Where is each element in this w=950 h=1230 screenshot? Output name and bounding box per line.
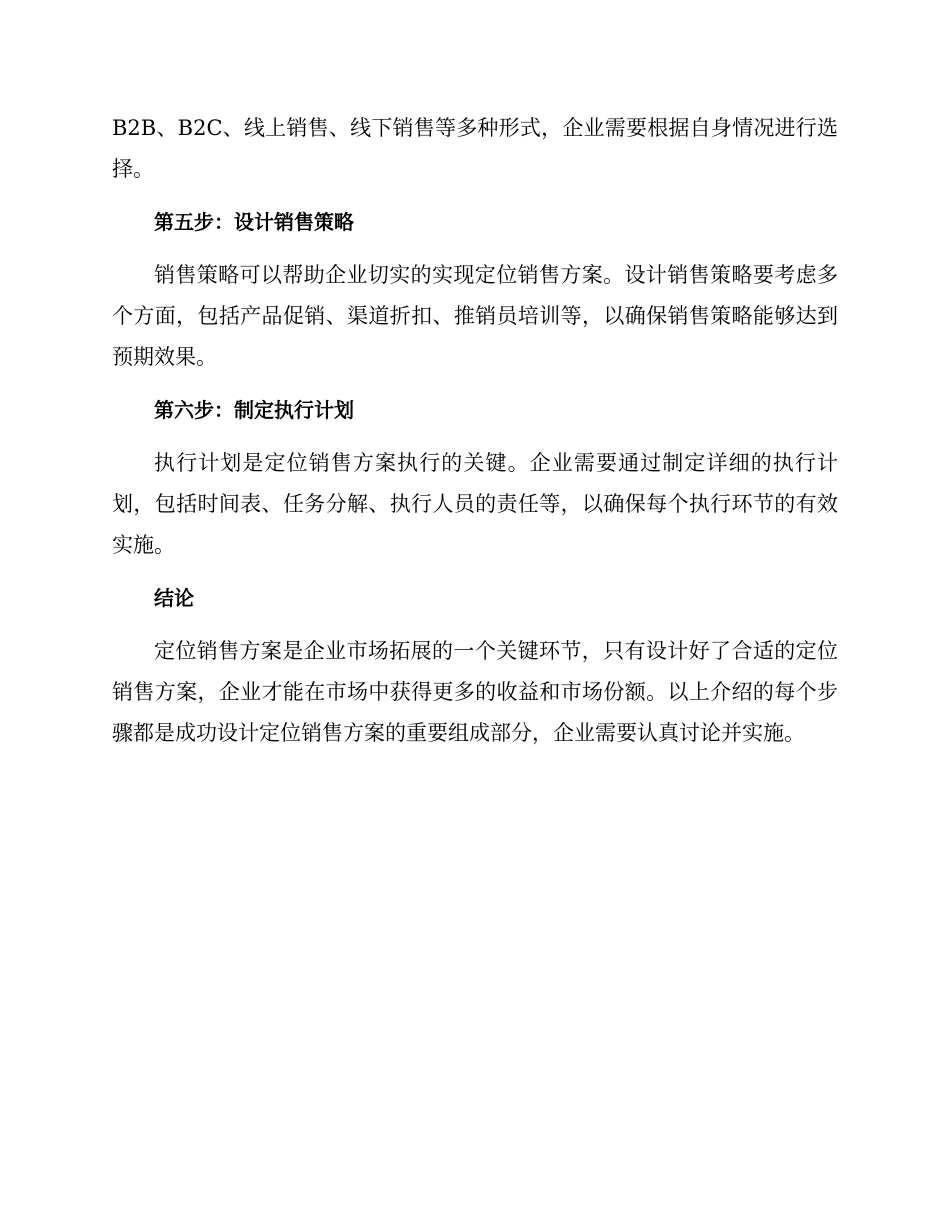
- section-body-conclusion: 定位销售方案是企业市场拓展的一个关键环节，只有设计好了合适的定位销售方案，企业才能在市场中获得更多的收益和市场份额。以上介绍的每个步骤都是成功设计定位销售方案的重要组成部分，企业需要认真讨论并实施。: [112, 639, 838, 745]
- spacer: [112, 431, 838, 443]
- spacer: [112, 619, 838, 631]
- section-heading-step-six: 第六步：制定执行计划: [154, 398, 354, 422]
- section-heading-step-five: 第五步：设计销售策略: [154, 210, 354, 234]
- spacer: [112, 243, 838, 255]
- section-body-step-six: 执行计划是定位销售方案执行的关键。企业需要通过制定详细的执行计划，包括时间表、任务分解、执行人员的责任等，以确保每个执行环节的有效实施。: [112, 451, 838, 557]
- spacer: [112, 190, 838, 202]
- section-body-step-five: 销售策略可以帮助企业切实的实现定位销售方案。设计销售策略要考虑多个方面，包括产品促销、渠道折扣、推销员培训等，以确保销售策略能够达到预期效果。: [112, 263, 838, 369]
- spacer: [112, 566, 838, 578]
- intro-continuation-paragraph: B2B、B2C、线上销售、线下销售等多种形式，企业需要根据自身情况进行选择。: [112, 116, 838, 181]
- section-heading-conclusion: 结论: [154, 586, 194, 610]
- spacer: [112, 378, 838, 390]
- document-body: [112, 108, 838, 754]
